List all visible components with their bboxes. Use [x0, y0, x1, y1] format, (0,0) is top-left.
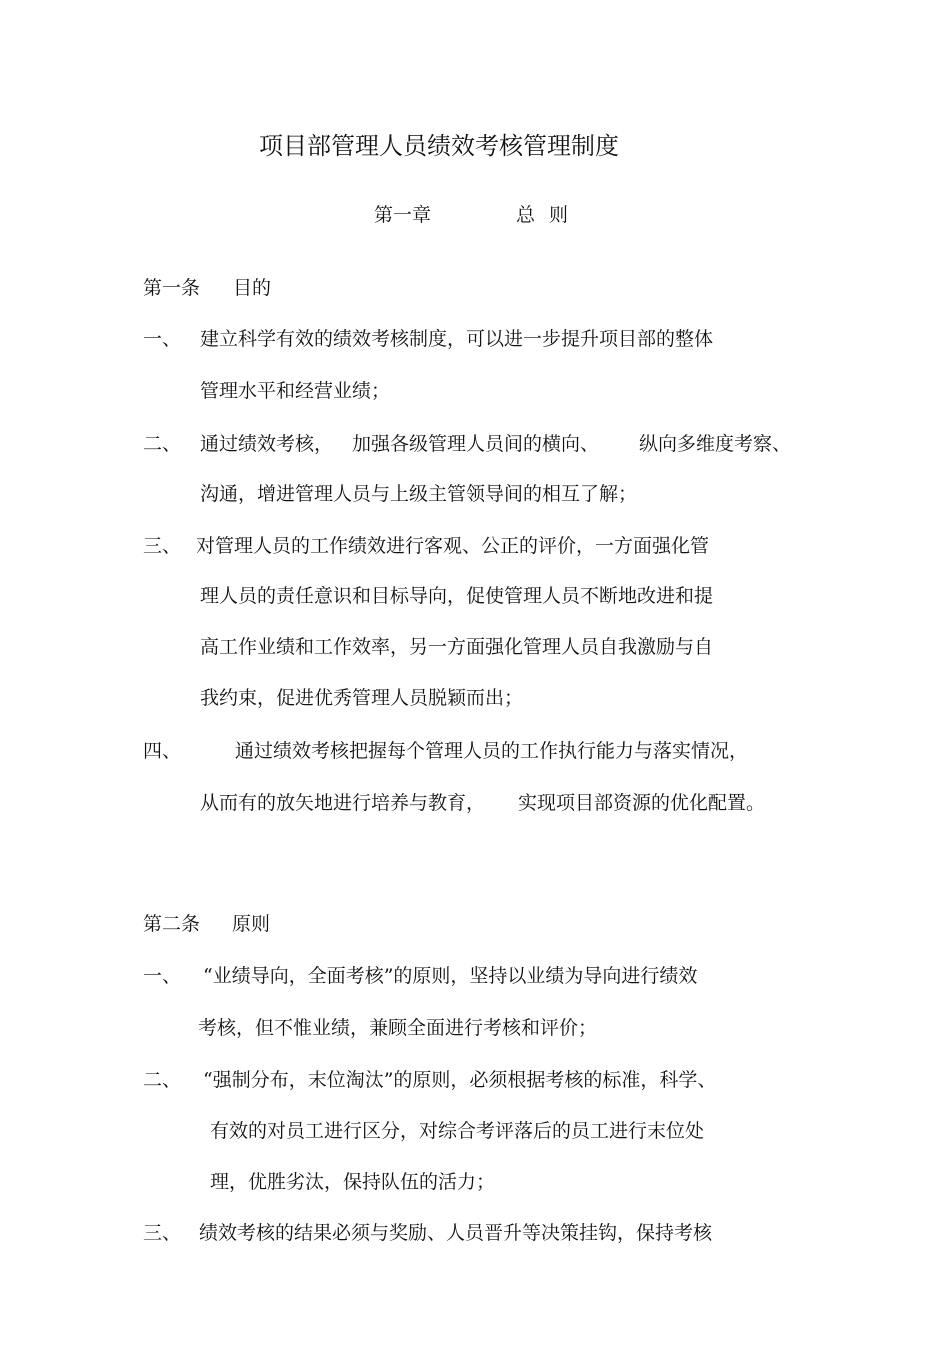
- paragraph-segment: 纵向多维度考察、: [639, 433, 792, 455]
- paragraph-line: 对管理人员的工作绩效进行客观、公正的评价，一方面强化管: [196, 535, 710, 557]
- document-title: 项目部管理人员绩效考核管理制度: [259, 132, 619, 160]
- list-marker: 二、: [143, 433, 182, 455]
- list-marker: 一、: [143, 328, 182, 350]
- paragraph-line: “业绩导向，全面考核”的原则，坚持以业绩为导向进行绩效: [203, 965, 698, 987]
- paragraph-segment: 实现项目部资源的优化配置。: [518, 792, 766, 814]
- paragraph-line: 通过绩效考核把握每个管理人员的工作执行能力与落实情况，: [235, 740, 749, 762]
- chapter-number: 第一章: [374, 204, 432, 226]
- paragraph-line: 我约束，促进优秀管理人员脱颖而出；: [200, 687, 524, 709]
- list-marker: 二、: [143, 1069, 182, 1091]
- paragraph-line: 考核，但不惟业绩，兼顾全面进行考核和评价；: [198, 1017, 598, 1039]
- list-marker: 三、: [143, 535, 182, 557]
- article-2-title: 原则: [232, 913, 271, 935]
- paragraph-line: 理人员的责任意识和目标导向，促使管理人员不断地改进和提: [200, 585, 714, 607]
- paragraph-line: 沟通，增进管理人员与上级主管领导间的相互了解；: [200, 483, 638, 505]
- article-1-title: 目的: [233, 277, 272, 299]
- paragraph-line: 管理水平和经营业绩；: [200, 380, 391, 402]
- paragraph-line: 高工作业绩和工作效率，另一方面强化管理人员自我激励与自: [200, 636, 714, 658]
- paragraph-line: “强制分布，末位淘汰”的原则，必须根据考核的标准，科学、: [203, 1069, 717, 1091]
- paragraph-segment: 加强各级管理人员间的横向、: [352, 433, 600, 455]
- paragraph-segment: 通过绩效考核，: [200, 433, 334, 455]
- paragraph-line: 理，优胜劣汰，保持队伍的活力；: [210, 1171, 496, 1193]
- paragraph-segment: 从而有的放矢地进行培养与教育，: [200, 792, 486, 814]
- article-1-number: 第一条: [143, 277, 201, 299]
- paragraph-line: 建立科学有效的绩效考核制度，可以进一步提升项目部的整体: [200, 328, 714, 350]
- paragraph-line: 有效的对员工进行区分，对综合考评落后的员工进行末位处: [210, 1120, 705, 1142]
- list-marker: 四、: [143, 740, 182, 762]
- article-2-number: 第二条: [143, 913, 201, 935]
- chapter-name: 总 则: [516, 204, 569, 226]
- list-marker: 一、: [143, 965, 182, 987]
- paragraph-line: 绩效考核的结果必须与奖励、人员晋升等决策挂钩，保持考核: [199, 1222, 713, 1244]
- list-marker: 三、: [143, 1222, 182, 1244]
